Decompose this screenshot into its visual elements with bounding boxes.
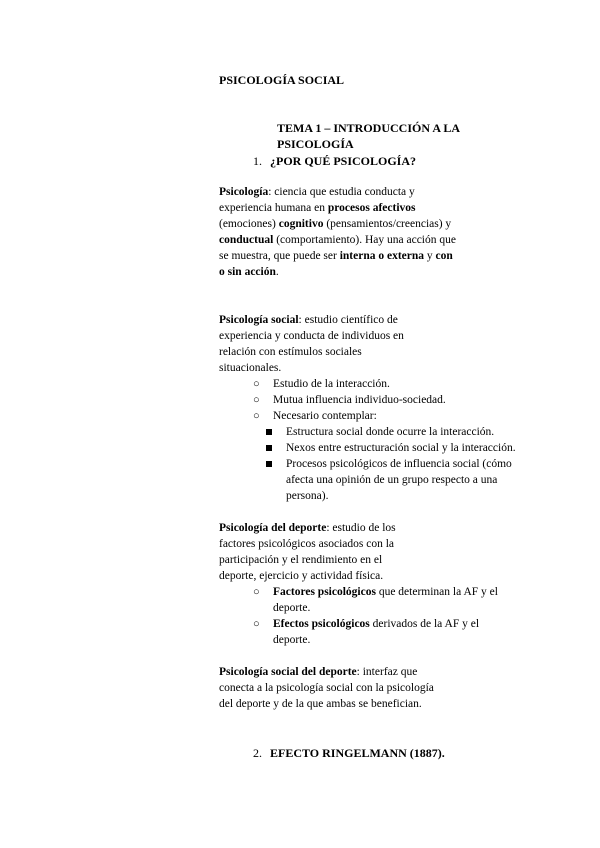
term-procesos-afectivos: procesos afectivos xyxy=(327,202,416,214)
list-psicologia-deporte xyxy=(253,584,518,648)
square-bullet-icon xyxy=(266,440,286,456)
section-1-title: ¿POR QUÉ PSICOLOGÍA? xyxy=(270,154,417,168)
term-efectos: Efectos psicológicos xyxy=(273,618,370,630)
list-item xyxy=(266,456,531,504)
term-cognitivo: cognitivo xyxy=(278,218,324,230)
section-1-number: 1. xyxy=(253,154,262,168)
circle-bullet-icon: ○ xyxy=(253,410,260,422)
sublist-contemplar xyxy=(266,424,531,504)
section-2-number: 2. xyxy=(253,746,262,760)
list-item-text: Estructura social donde ocurre la interacción. xyxy=(286,426,495,438)
circle-bullet-icon: ○ xyxy=(253,378,260,390)
list-item-text: Necesario contemplar: xyxy=(273,410,377,422)
list-item-text: Estudio de la interacción. xyxy=(273,378,390,390)
list-item-text: Nexos entre estructuración social y la interacción. xyxy=(286,442,516,454)
paragraph-psicologia-social xyxy=(219,312,419,376)
list-item-text: Procesos psicológicos de influencia social (cómo afecta una opinión de un grupo respecto a una persona). xyxy=(286,458,512,502)
list-item xyxy=(253,616,518,648)
term-psicologia-social: Psicología social xyxy=(219,314,299,326)
text-span: (pensamientos/creencias) y xyxy=(323,218,452,230)
text-span: : interfaz que conecta a la psicología social con la psicología del deporte y de la que ambas se benefician. xyxy=(219,666,434,710)
list-item xyxy=(253,584,518,616)
term-interna-externa: interna o externa xyxy=(339,250,425,262)
document-title: PSICOLOGÍA SOCIAL xyxy=(219,73,345,87)
list-item xyxy=(253,408,543,424)
text-span: (emociones) xyxy=(219,218,279,230)
section-1-heading xyxy=(253,153,416,169)
text-span: . xyxy=(275,266,279,278)
term-psicologia-social-deporte: Psicología social del deporte xyxy=(219,666,357,678)
paragraph-psicologia-social-deporte xyxy=(219,664,444,712)
list-psicologia-social xyxy=(253,376,543,424)
list-item-text xyxy=(273,616,518,648)
term-psicologia: Psicología xyxy=(219,186,269,198)
text-span: : estudio de los factores psicológicos asociados con la participación y el rendimiento en el deporte, ejercicio y actividad física. xyxy=(219,522,396,582)
section-2-heading xyxy=(253,745,445,761)
text-span: y xyxy=(424,250,436,262)
text-span: : estudio científico de experiencia y conducta de individuos en relación con estímulos sociales situacionales. xyxy=(219,314,404,374)
term-factores: Factores psicológicos xyxy=(273,586,376,598)
list-item-text: Mutua influencia individuo-sociedad. xyxy=(273,394,446,406)
text-span: (comportamiento). Hay una acción que se muestra, que puede ser xyxy=(219,234,456,262)
list-item xyxy=(266,440,531,456)
term-psicologia-deporte: Psicología del deporte xyxy=(219,522,327,534)
text-span: derivados de la AF y el deporte. xyxy=(273,618,480,646)
list-item xyxy=(266,424,531,440)
circle-bullet-icon: ○ xyxy=(253,618,260,630)
term-con-sin-accion: con o sin acción xyxy=(219,250,453,278)
list-item-text xyxy=(273,584,518,616)
square-bullet-icon xyxy=(266,424,286,440)
list-item xyxy=(253,392,543,408)
list-item xyxy=(253,376,543,392)
term-conductual: conductual xyxy=(219,234,274,246)
paragraph-psicologia xyxy=(219,184,459,280)
square-bullet-icon xyxy=(266,456,286,472)
tema-heading: TEMA 1 – INTRODUCCIÓN A LA PSICOLOGÍA xyxy=(277,121,460,151)
paragraph-psicologia-deporte xyxy=(219,520,414,584)
circle-bullet-icon: ○ xyxy=(253,394,260,406)
circle-bullet-icon: ○ xyxy=(253,586,260,598)
text-span: que determinan la AF y el deporte. xyxy=(273,586,498,614)
section-2-title: EFECTO RINGELMANN (1887). xyxy=(270,746,445,760)
text-span: : ciencia que estudia conducta y experiencia humana en xyxy=(219,186,415,214)
